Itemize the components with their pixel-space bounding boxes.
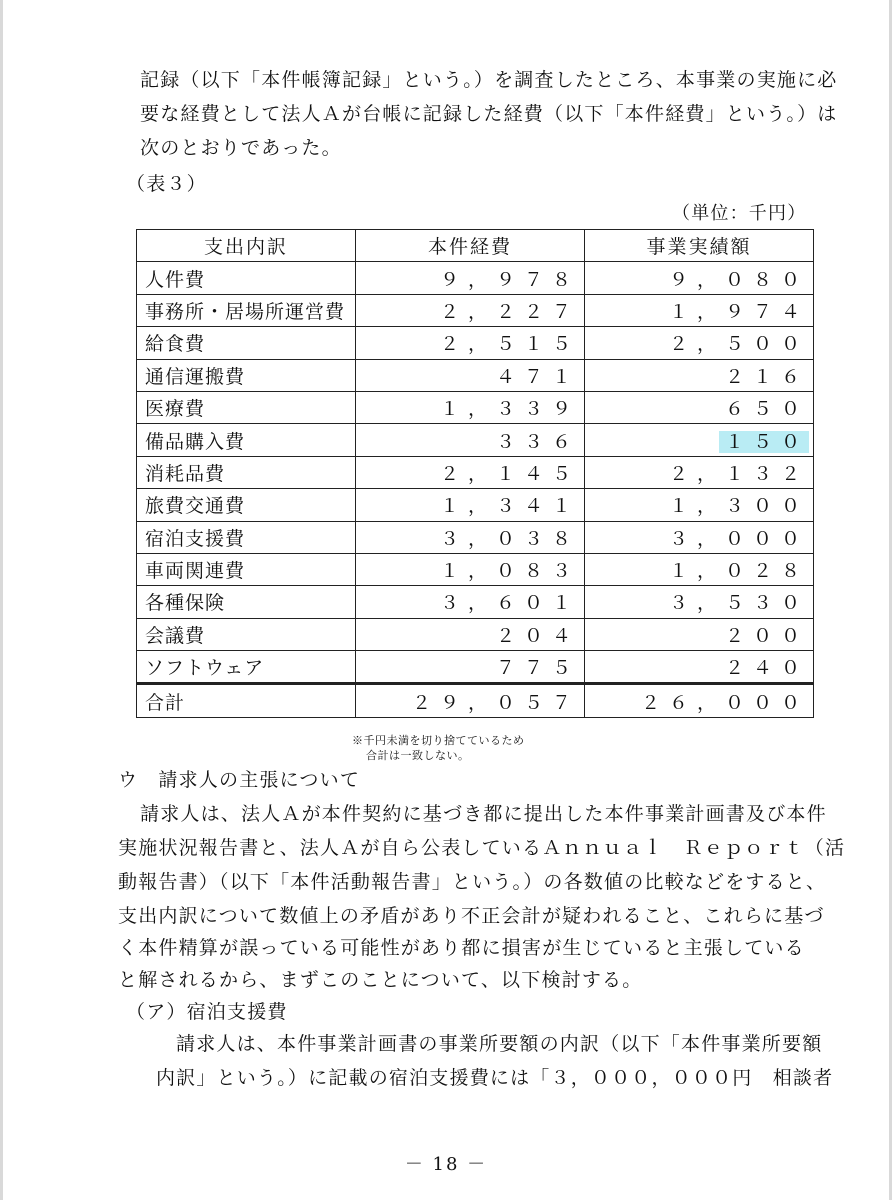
total-category: 合計 (137, 684, 356, 718)
row-category: 通信運搬費 (137, 359, 356, 391)
table-header-row (137, 230, 814, 262)
row-actual-highlighted (584, 424, 813, 456)
table-row (137, 424, 814, 456)
row-category: 医療費 (137, 391, 356, 423)
row-expense: ３，６０１ (355, 586, 584, 618)
total-actual: ２６，０００ (584, 684, 813, 718)
row-category: 給食費 (137, 327, 356, 359)
table-row (137, 391, 814, 423)
header-actual: 事業実績額 (584, 230, 813, 262)
table-row (137, 651, 814, 684)
row-expense: ７７５ (355, 651, 584, 684)
intro-line-3: 次のとおりであった。 (140, 137, 342, 159)
intro-line-1: 記録（以下「本件帳簿記録」という。）を調査したところ、本事業の実施に必 (140, 69, 838, 91)
section-body-line-2: 実施状況報告書と、法人Ａが自ら公表しているＡｎｎｕａｌ Ｒｅｐｏｒｔ（活 (118, 837, 846, 859)
row-expense: ２，５１５ (355, 327, 584, 359)
row-actual: ３，０００ (584, 521, 813, 553)
page-number: － 18 － (404, 1154, 488, 1175)
section-body-line-3: 動報告書）（以下「本件活動報告書」という。）の各数値の比較などをすると、 (118, 871, 827, 893)
row-expense: １，０８３ (355, 553, 584, 585)
section-body-line-5: く本件精算が誤っている可能性があり都に損害が生じていると主張している (118, 937, 805, 959)
row-expense: ４７１ (355, 359, 584, 391)
total-expense: ２９，０５７ (355, 684, 584, 718)
row-expense: ３，０３８ (355, 521, 584, 553)
row-expense: １，３４１ (355, 489, 584, 521)
row-actual: １，９７４ (584, 294, 813, 326)
table-row (137, 294, 814, 326)
row-expense: ２０４ (355, 618, 584, 650)
row-category: 各種保険 (137, 586, 356, 618)
table-row (137, 586, 814, 618)
header-expense: 本件経費 (355, 230, 584, 262)
row-actual: １，３００ (584, 489, 813, 521)
subsection-body-line-2: 内訳」という。）に記載の宿泊支援費には「３，０００，０００円 相談者 (156, 1067, 834, 1089)
row-actual: ２，５００ (584, 327, 813, 359)
row-category: 会議費 (137, 618, 356, 650)
row-category: 事務所・居場所運営費 (137, 294, 356, 326)
table-note-line-1: ※千円未満を切り捨てているため (352, 734, 525, 747)
intro-line-2: 要な経費として法人Ａが台帳に記録した経費（以下「本件経費」という。）は (140, 103, 838, 125)
row-expense: １，３３９ (355, 391, 584, 423)
table-row (137, 262, 814, 294)
highlight-mark: １５０ (719, 431, 809, 453)
row-expense: ３３６ (355, 424, 584, 456)
table-row (137, 359, 814, 391)
expense-table (136, 229, 814, 718)
row-actual: ３，５３０ (584, 586, 813, 618)
row-category: 人件費 (137, 262, 356, 294)
row-category: 宿泊支援費 (137, 521, 356, 553)
table-row (137, 327, 814, 359)
row-category: 消耗品費 (137, 456, 356, 488)
row-actual: １，０２８ (584, 553, 813, 585)
row-category: 備品購入費 (137, 424, 356, 456)
row-category: 旅費交通費 (137, 489, 356, 521)
table-label: （表３） (126, 173, 207, 195)
row-expense: ９，９７８ (355, 262, 584, 294)
row-actual: ２１６ (584, 359, 813, 391)
row-actual: ２，１３２ (584, 456, 813, 488)
subsection-body-line-1: 請求人は、本件事業計画書の事業所要額の内訳（以下「本件事業所要額 (176, 1033, 823, 1055)
row-actual: ９，０８０ (584, 262, 813, 294)
section-heading: ウ 請求人の主張について (118, 769, 361, 791)
header-category: 支出内訳 (137, 230, 356, 262)
row-category: ソフトウェア (137, 651, 356, 684)
unit-label: （単位：千円） (672, 203, 807, 224)
table-row (137, 521, 814, 553)
table-row (137, 489, 814, 521)
row-actual: ２４０ (584, 651, 813, 684)
table-note-line-2: 合計は一致しない。 (366, 749, 470, 762)
row-expense: ２，２２７ (355, 294, 584, 326)
row-expense: ２，１４５ (355, 456, 584, 488)
table-total-row (137, 684, 814, 718)
table-row (137, 553, 814, 585)
section-body-line-6: と解されるから、まずこのことについて、以下検討する。 (118, 969, 643, 991)
row-actual: ２００ (584, 618, 813, 650)
table-row (137, 456, 814, 488)
row-category: 車両関連費 (137, 553, 356, 585)
section-body-line-1: 請求人は、法人Ａが本件契約に基づき都に提出した本件事業計画書及び本件 (140, 803, 827, 825)
subsection-heading: （ア）宿泊支援費 (126, 1001, 288, 1023)
row-actual: ６５０ (584, 391, 813, 423)
table-row (137, 618, 814, 650)
section-body-line-4: 支出内訳について数値上の矛盾があり不正会計が疑われること、これらに基づ (118, 905, 825, 927)
